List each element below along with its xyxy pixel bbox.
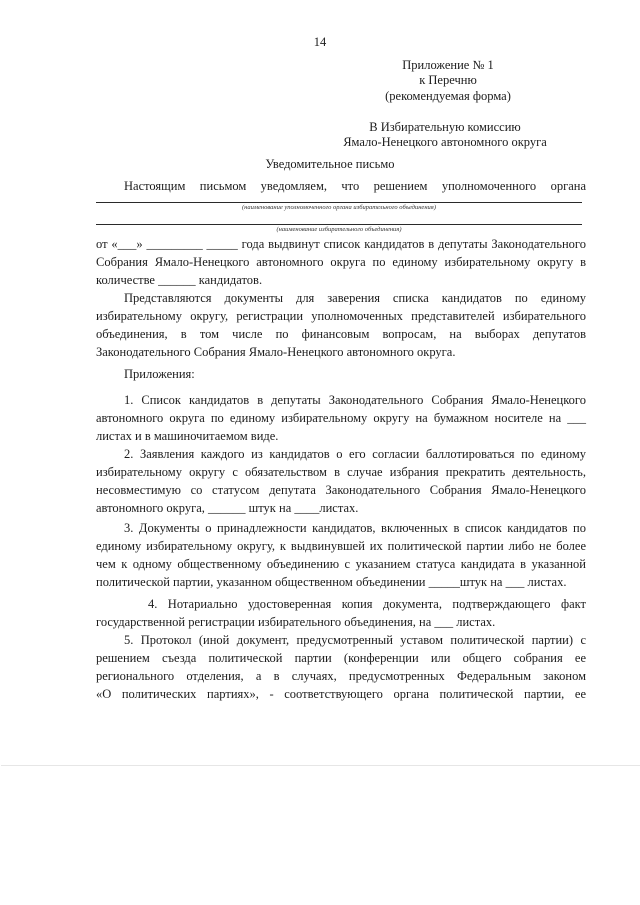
body-line: решением съезда политической партии (конференции или общего собрания ее [96, 651, 586, 665]
body-line: количестве ______ кандидатов. [96, 273, 263, 287]
body-line: листах и в машиночитаемом виде. [96, 429, 279, 443]
body-line: Настоящим письмом уведомляем, что решением уполномоченного органа [124, 179, 586, 193]
body-line: 5. Протокол (иной документ, предусмотренный уставом политической партии) с [124, 633, 586, 647]
caption-organ: (наименование уполномоченного органа избирательного объединения) [242, 204, 436, 211]
addressee-line-1: В Избирательную комиссию [369, 120, 521, 134]
body-line: несовместимую со статусом депутата Законодательного Собрания Ямало-Ненецкого [96, 483, 586, 497]
body-line: от «___» _________ _____ года выдвинут список кандидатов в депутаты Законодательного [96, 237, 586, 251]
body-line: автономного округа по единому избирательному округу на бумажном носителе на ___ [96, 411, 586, 425]
body-line: регионального отделения, а в случаях, предусмотренных Федеральным законом [96, 669, 586, 683]
document-title: Уведомительное письмо [265, 157, 395, 171]
blank-line-association [96, 224, 582, 225]
body-line: Законодательного Собрания Ямало-Ненецкого автономного округа. [96, 345, 456, 359]
appendix-label: Приложение № 1 [402, 58, 494, 72]
body-line: чем к одному общественному объединению с указанием статуса кандидата в указанной [96, 557, 586, 571]
body-line: избирательному округу с обязательством в случае избрания прекратить деятельность, [96, 465, 586, 479]
body-line: 2. Заявления каждого из кандидатов о его согласии баллотироваться по единому [124, 447, 586, 461]
page-number: 14 [313, 35, 327, 49]
body-line: единому избирательному округу, к выдвинувшей их политической партии либо не более [96, 539, 586, 553]
body-line: объединения, в том числе по финансовым вопросам, на выборах депутатов [96, 327, 586, 341]
body-line: избирательному округу, регистрации уполномоченных представителей избирательного [96, 309, 586, 323]
addressee-line-2: Ямало-Ненецкого автономного округа [343, 135, 547, 149]
body-line: 3. Документы о принадлежности кандидатов, включенных в список кандидатов по [124, 521, 586, 535]
body-line: 1. Список кандидатов в депутаты Законодательного Собрания Ямало-Ненецкого [124, 393, 586, 407]
appendix-reference: к Перечню [419, 73, 477, 87]
blank-line-organ [96, 202, 582, 203]
body-line: «О политических партиях», - соответствующего органа политической партии, ее [96, 687, 586, 701]
body-line: политической партии, указанном общественном объединении _____штук на ___ листах. [96, 575, 567, 589]
body-line: автономного округа, ______ штук на ____листах. [96, 501, 359, 515]
appendix-form-note: (рекомендуемая форма) [385, 89, 511, 103]
body-line: 4. Нотариально удостоверенная копия документа, подтверждающего факт [148, 597, 586, 611]
blank-area-below-page [0, 766, 640, 905]
body-line: Представляются документы для заверения списка кандидатов по единому [124, 291, 586, 305]
body-line: государственной регистрации избирательного объединения, на ___ листах. [96, 615, 496, 629]
attachments-heading: Приложения: [124, 367, 195, 381]
body-line: Собрания Ямало-Ненецкого автономного округа по единому избирательному округу в [96, 255, 586, 269]
caption-association: (наименование избирательного объединения) [276, 226, 402, 233]
